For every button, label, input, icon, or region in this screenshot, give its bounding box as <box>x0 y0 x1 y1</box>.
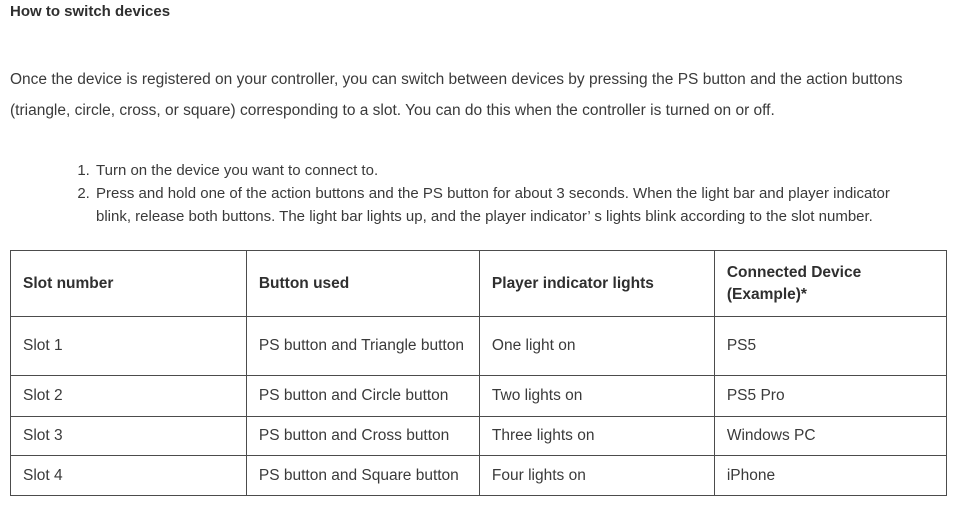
header-player-indicator-lights: Player indicator lights <box>479 251 714 317</box>
table-row <box>11 376 947 417</box>
cell-lights: Four lights on <box>479 456 714 496</box>
step-item-1: 1. Turn on the device you want to connect to. <box>94 159 926 182</box>
cell-device: PS5 <box>714 317 946 376</box>
cell-slot: Slot 1 <box>11 317 247 376</box>
table-row <box>11 456 947 496</box>
cell-slot: Slot 4 <box>11 456 247 496</box>
intro-paragraph: Once the device is registered on your controller, you can switch between devices by pressing the PS button and the action buttons (triangle, circle, cross, or square) corresponding to a slot. You can do this when the controller is turned on or off. <box>10 71 903 119</box>
table-row <box>11 317 947 376</box>
cell-device: PS5 Pro <box>714 376 946 417</box>
table-row <box>11 417 947 456</box>
cell-slot: Slot 3 <box>11 417 247 456</box>
cell-lights: Three lights on <box>479 417 714 456</box>
cell-device: Windows PC <box>714 417 946 456</box>
header-button-used: Button used <box>246 251 479 317</box>
page-title: How to switch devices <box>10 3 171 20</box>
cell-lights: Two lights on <box>479 376 714 417</box>
cell-device: iPhone <box>714 456 946 496</box>
slot-device-table <box>10 250 947 496</box>
cell-button: PS button and Circle button <box>246 376 479 417</box>
cell-slot: Slot 2 <box>11 376 247 417</box>
cell-button: PS button and Cross button <box>246 417 479 456</box>
table-header-row <box>11 251 947 317</box>
steps-list <box>10 159 947 228</box>
cell-button: PS button and Square button <box>246 456 479 496</box>
step-item-2: 2. Press and hold one of the action buttons and the PS button for about 3 seconds. When the light bar and player indicator blink, release both buttons. The light bar lights up, and the player indicator’ s lights blink according to the slot number. <box>94 182 926 228</box>
cell-lights: One light on <box>479 317 714 376</box>
header-slot-number: Slot number <box>11 251 247 317</box>
header-connected-device: Connected Device (Example)* <box>714 251 946 317</box>
cell-button: PS button and Triangle button <box>246 317 479 376</box>
